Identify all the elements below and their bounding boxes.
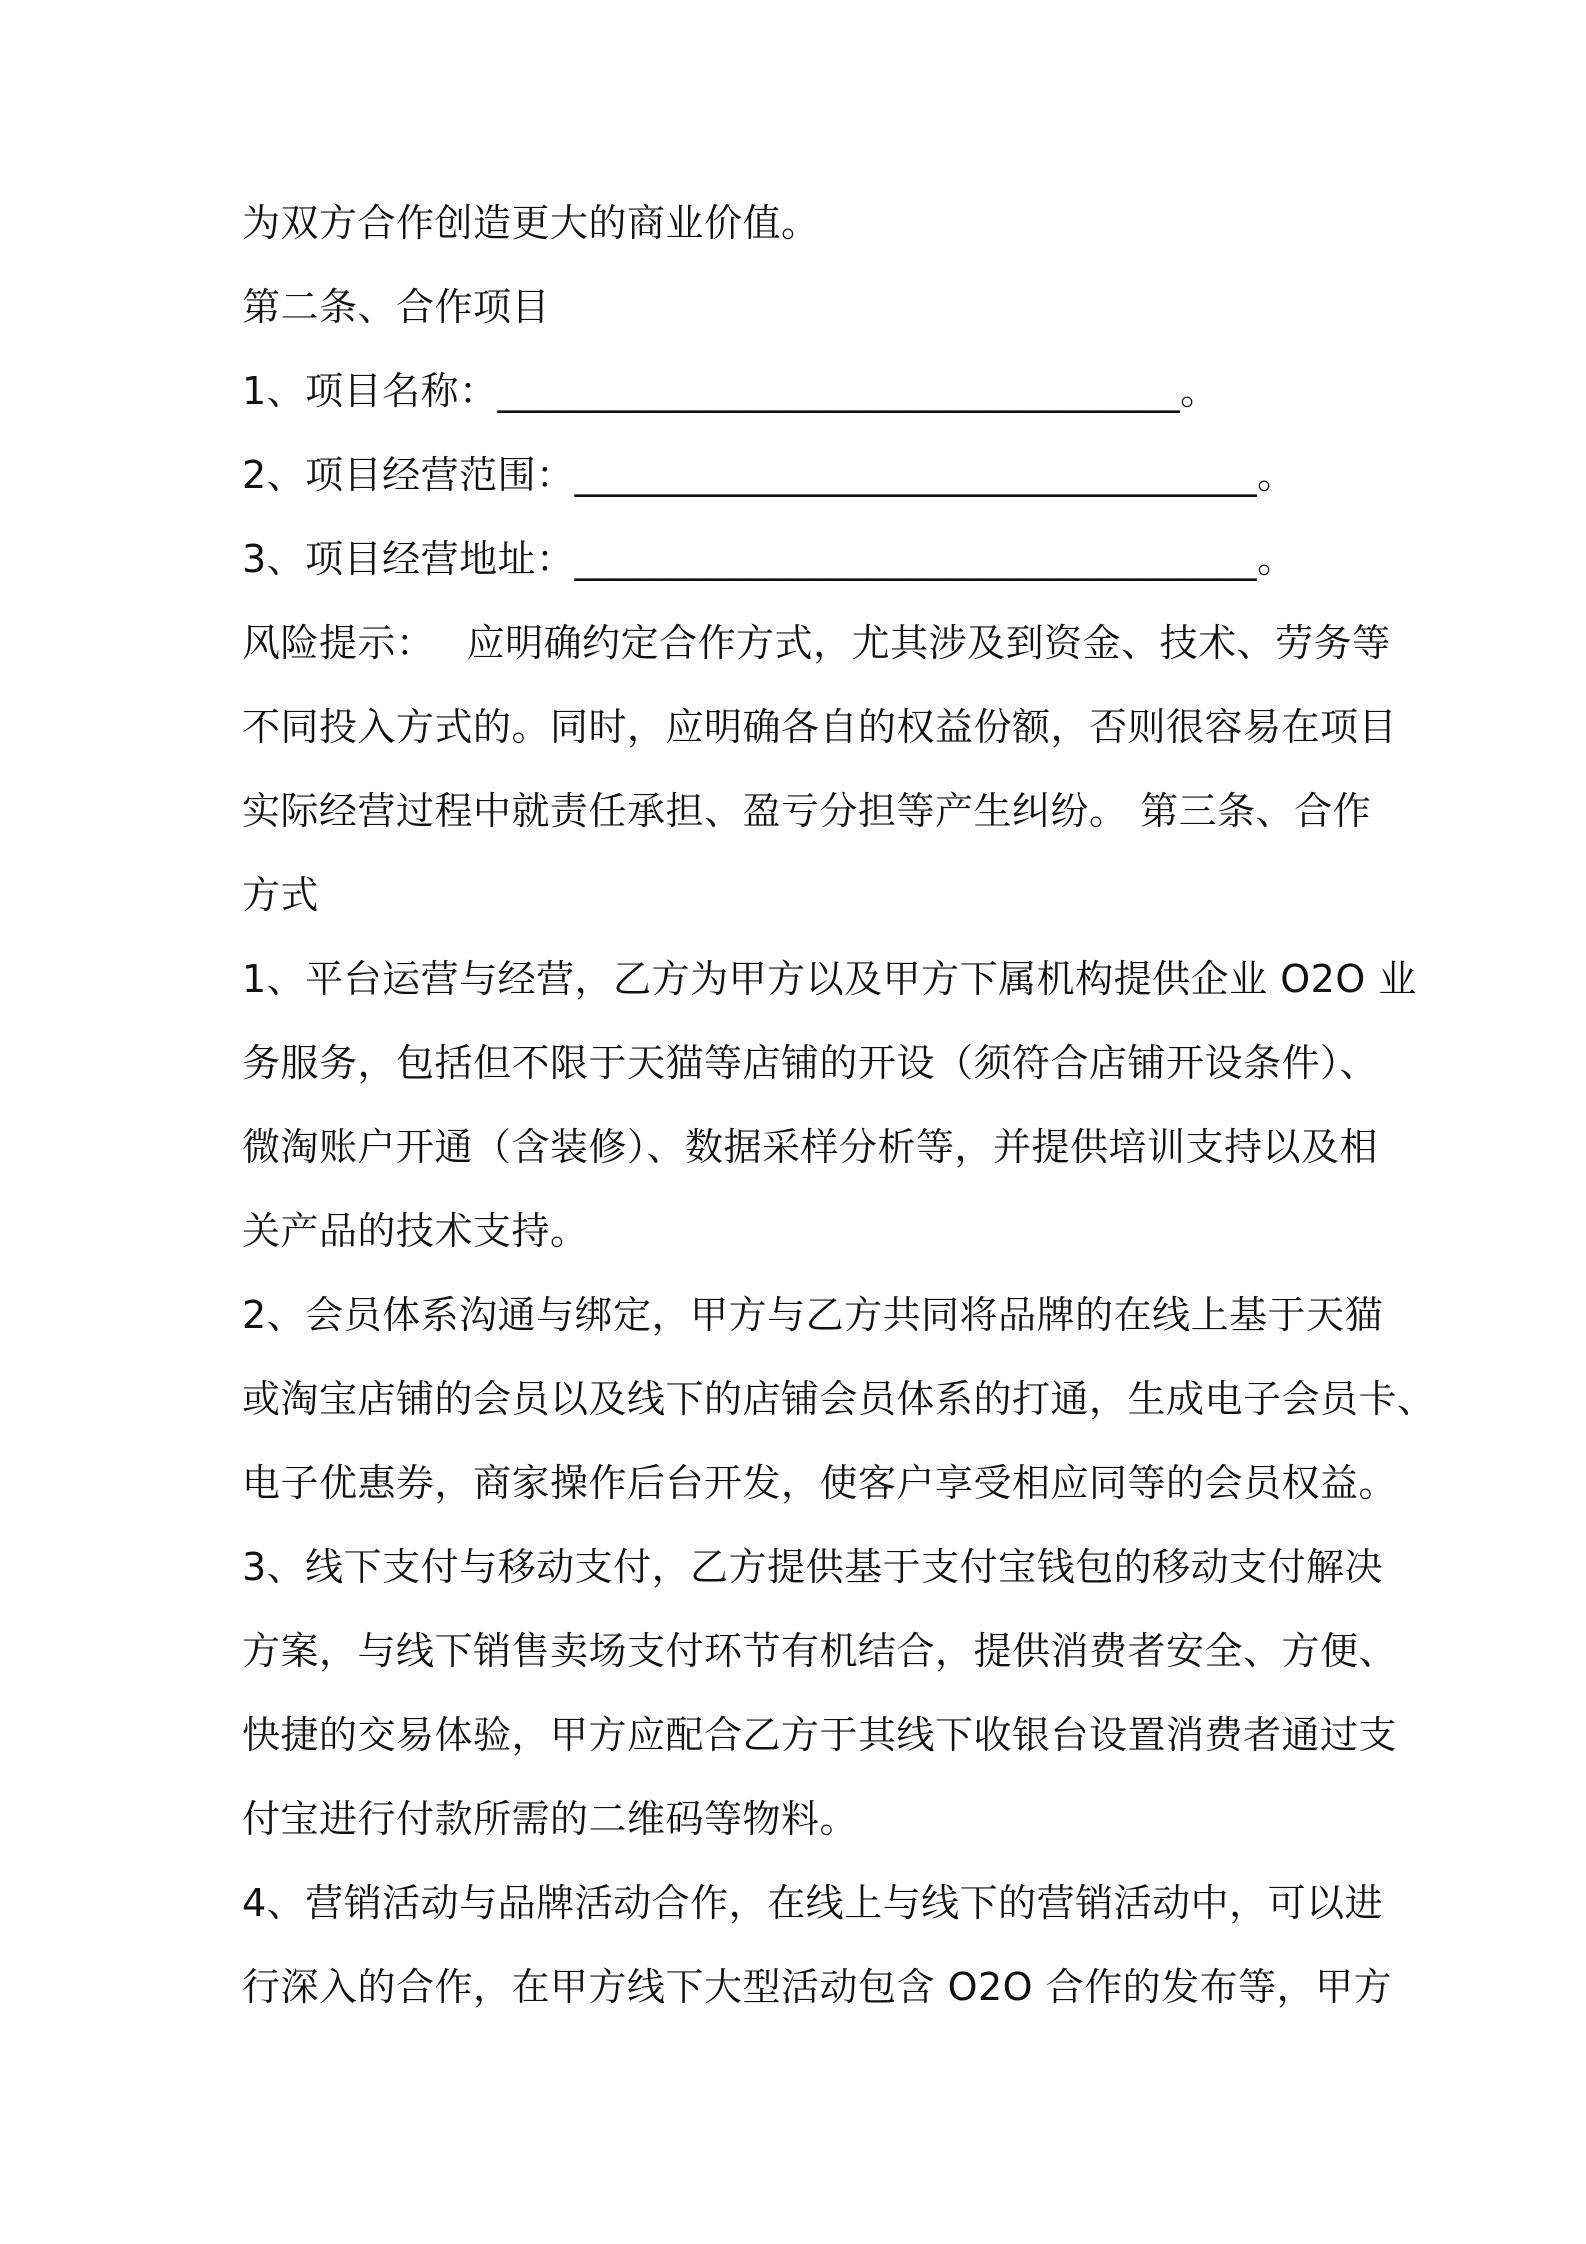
project-name-line: 1、项目名称：___________________________________。 [242,369,1219,413]
paragraph-line: 行深入的合作，在甲方线下大型活动包含 O2O 合作的发布等，甲方 [242,1965,1393,2009]
paragraph-line: 务服务，包括但不限于天猫等店铺的开设（须符合店铺开设条件）、 [242,1041,1379,1085]
risk-tip-line: 风险提示： 应明确约定合作方式，尤其涉及到资金、技术、劳务等 [242,621,1391,665]
paragraph-line: 快捷的交易体验，甲方应配合乙方于其线下收银台设置消费者通过支 [242,1713,1398,1757]
document-page [242,181,1436,2029]
paragraph-line: 方案，与线下销售卖场支付环节有机结合，提供消费者安全、方便、 [242,1629,1398,1673]
project-address-line: 3、项目经营地址：___________________________________。 [242,537,1296,581]
paragraph-line: 1、平台运营与经营，乙方为甲方以及甲方下属机构提供企业 O2O 业 [242,957,1417,1001]
paragraph-line: 或淘宝店铺的会员以及线下的店铺会员体系的打通，生成电子会员卡、 [242,1377,1436,1421]
paragraph-line: 电子优惠券，商家操作后台开发，使客户享受相应同等的会员权益。 [242,1461,1398,1505]
paragraph-line: 4、营销活动与品牌活动合作，在线上与线下的营销活动中，可以进 [242,1881,1384,1925]
section-heading-2: 第二条、合作项目 [242,285,551,329]
paragraph-line: 微淘账户开通（含装修）、数据采样分析等，并提供培训支持以及相 [242,1125,1379,1169]
paragraph-line: 关产品的技术支持。 [242,1209,589,1253]
paragraph-line: 2、会员体系沟通与绑定，甲方与乙方共同将品牌的在线上基于天猫 [242,1293,1384,1337]
paragraph-line: 为双方合作创造更大的商业价值。 [242,201,820,245]
risk-tip-line: 不同投入方式的。同时，应明确各自的权益份额，否则很容易在项目 [242,705,1398,749]
risk-tip-line: 实际经营过程中就责任承担、盈亏分担等产生纠纷。 第三条、合作 [242,789,1372,833]
paragraph-line: 付宝进行付款所需的二维码等物料。 [242,1797,859,1841]
paragraph-line: 3、线下支付与移动支付，乙方提供基于支付宝钱包的移动支付解决 [242,1545,1384,1589]
section-heading-3: 方式 [242,873,320,917]
project-scope-line: 2、项目经营范围：___________________________________。 [242,453,1296,497]
